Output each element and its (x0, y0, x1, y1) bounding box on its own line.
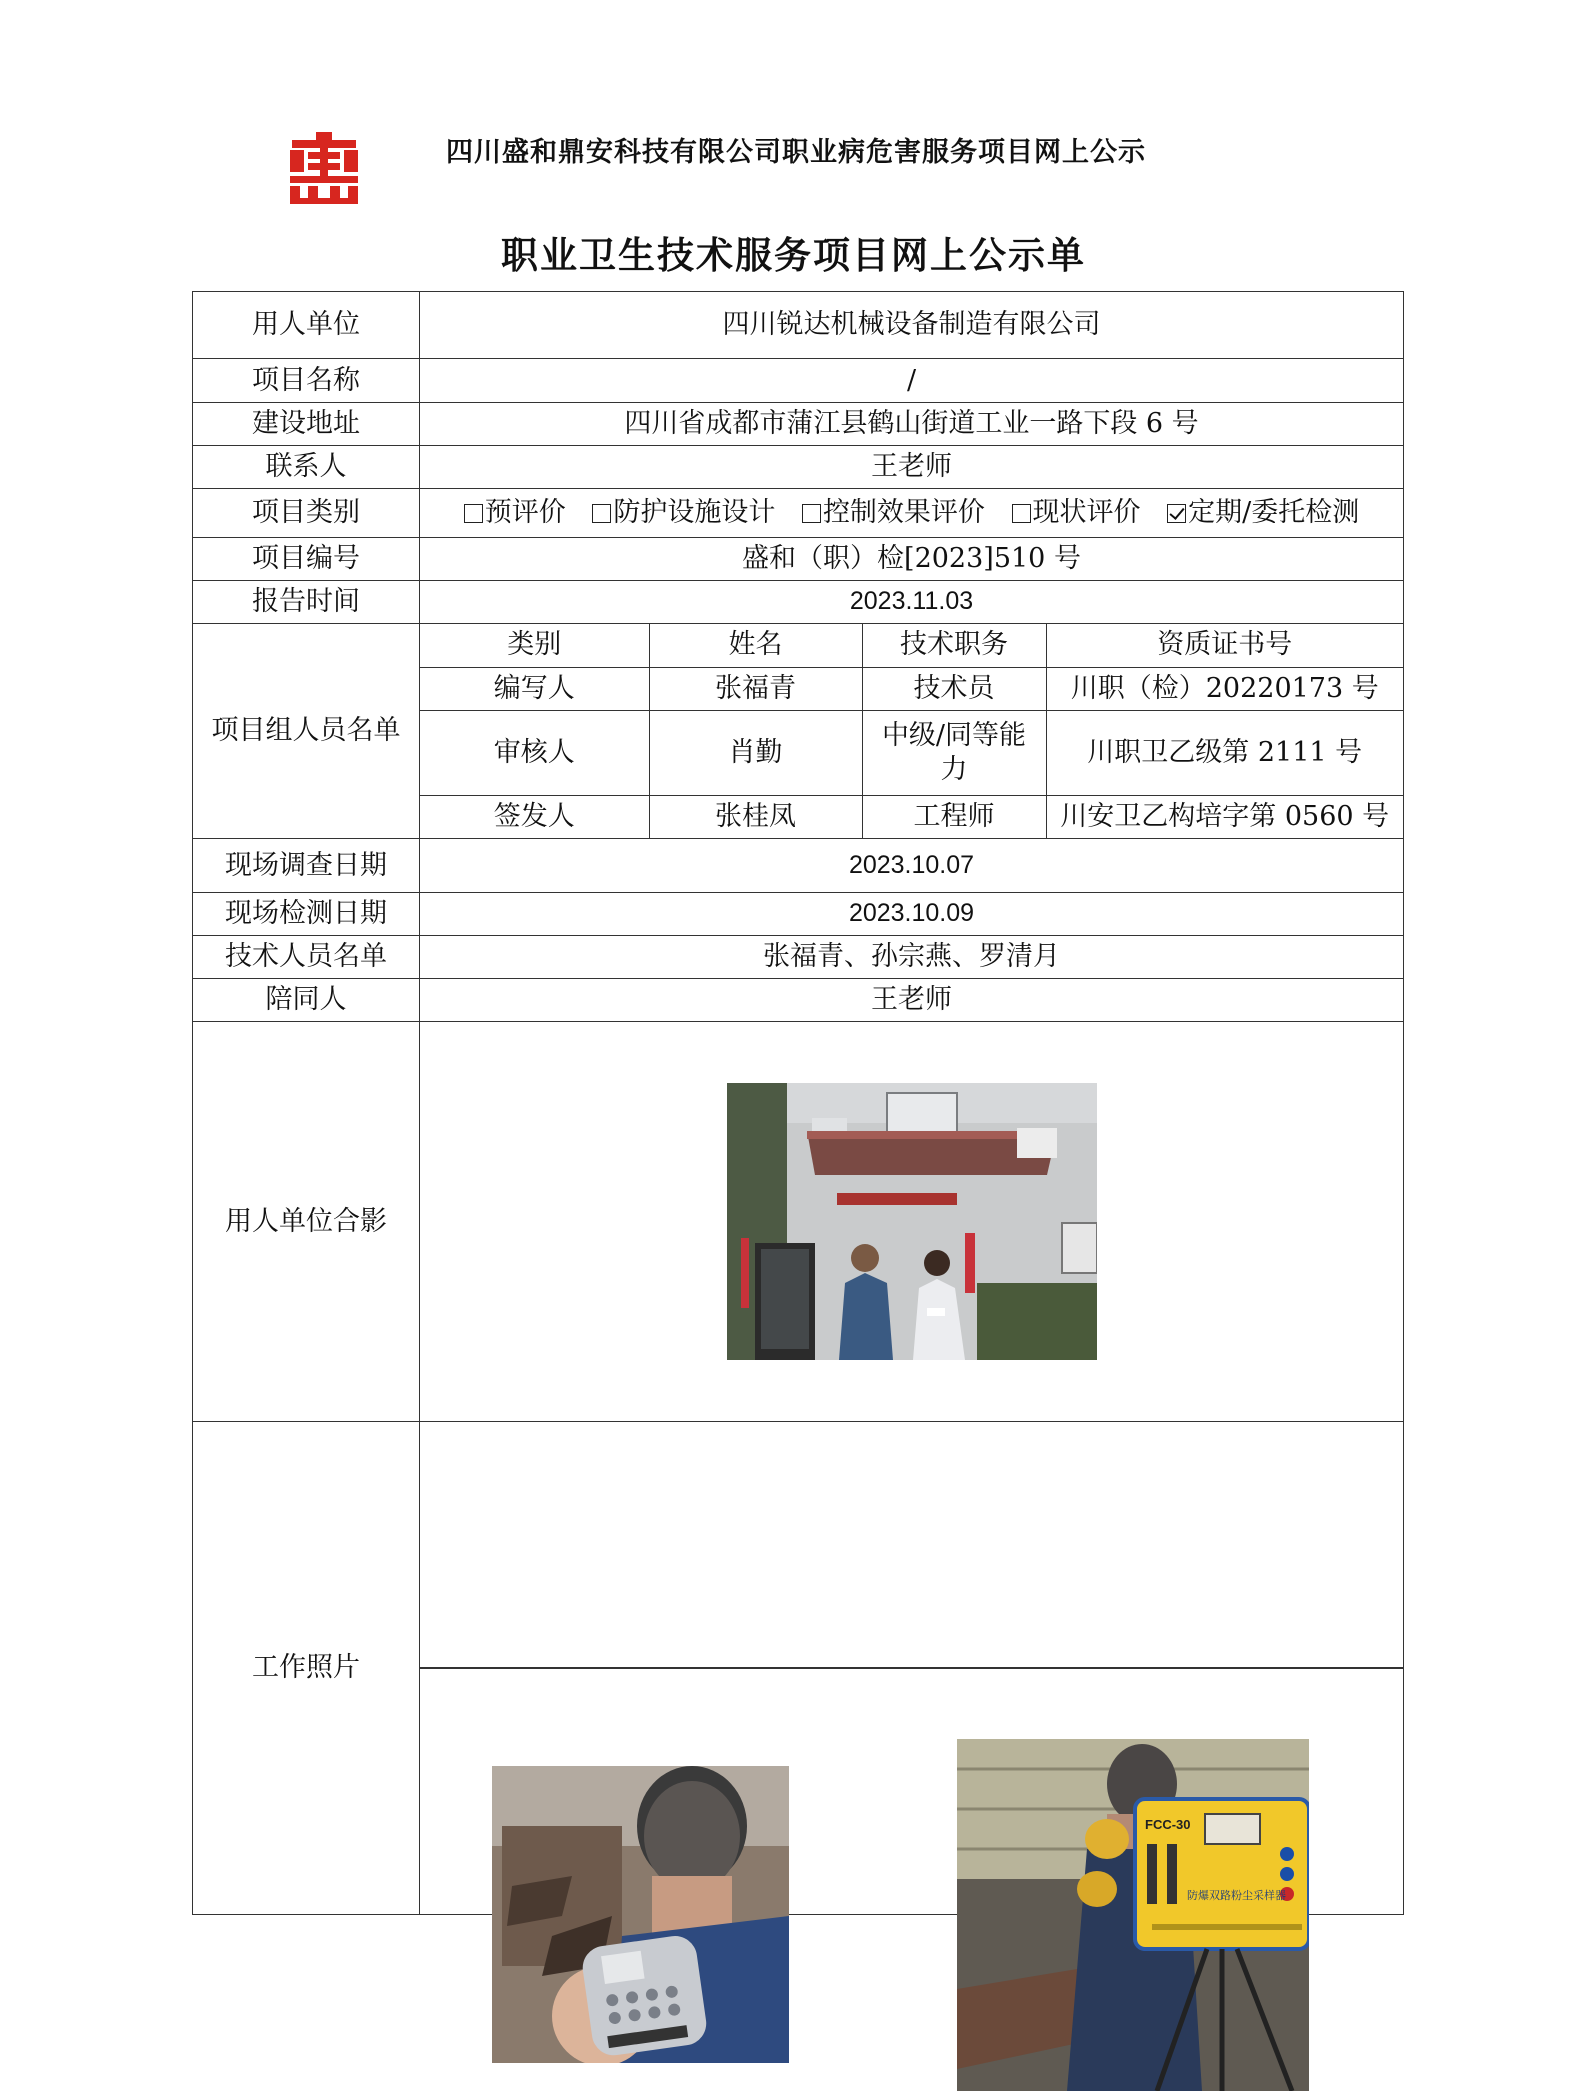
company-logo (286, 130, 362, 206)
work-photo-noise-meter (492, 1766, 789, 2063)
member-role: 审核人 (420, 710, 649, 795)
table-row (420, 795, 1403, 838)
member-cert: 川职（检）20220173 号 (1046, 667, 1403, 710)
test-date-value: 2023.10.09 (420, 893, 1404, 936)
checkbox-icon (464, 504, 483, 523)
group-photo-label: 用人单位合影 (193, 1022, 420, 1422)
work-photo-left-cell (421, 1668, 863, 1669)
work-photos-cell (420, 1422, 1404, 1915)
table-row (420, 667, 1403, 710)
page-header (0, 118, 1587, 218)
checkbox-icon (1012, 504, 1031, 523)
address-label: 建设地址 (193, 403, 420, 446)
sampler-name-text: 防爆双路粉尘采样器 (1187, 1889, 1286, 1902)
disclosure-form (192, 291, 1404, 1915)
employer-value: 四川锐达机械设备制造有限公司 (420, 292, 1404, 359)
member-name: 肖勤 (649, 710, 862, 795)
member-title: 技术员 (862, 667, 1046, 710)
technicians-label: 技术人员名单 (193, 936, 420, 979)
survey-date-value: 2023.10.07 (420, 839, 1404, 893)
project-no-label: 项目编号 (193, 538, 420, 581)
technicians-value: 张福青、孙宗燕、罗清月 (420, 936, 1404, 979)
category-option: 预评价 (464, 497, 566, 528)
category-option: 防护设施设计 (592, 497, 775, 528)
category-option: 现状评价 (1012, 497, 1141, 528)
work-photo-right-cell (863, 1668, 1403, 1902)
survey-date-label: 现场调查日期 (193, 839, 420, 893)
contact-label: 联系人 (193, 446, 420, 489)
category-label: 项目类别 (193, 489, 420, 538)
group-photo-cell (420, 1022, 1404, 1422)
checkbox-icon (592, 504, 611, 523)
team-header-name: 姓名 (649, 624, 862, 667)
team-label: 项目组人员名单 (193, 624, 420, 839)
member-role: 编写人 (420, 667, 649, 710)
member-role: 签发人 (420, 795, 649, 838)
member-name: 张桂凤 (649, 795, 862, 838)
project-no-value: 盛和（职）检[2023]510 号 (420, 538, 1404, 581)
work-photos-split (420, 1667, 1403, 1902)
report-time-value: 2023.11.03 (420, 581, 1404, 624)
team-header-title: 技术职务 (862, 624, 1046, 667)
member-cert: 川职卫乙级第 2111 号 (1046, 710, 1403, 795)
category-options (420, 489, 1404, 538)
address-value: 四川省成都市蒲江县鹤山街道工业一路下段 6 号 (420, 403, 1404, 446)
team-header-cert: 资质证书号 (1046, 624, 1403, 667)
checkbox-icon (802, 504, 821, 523)
project-name-label: 项目名称 (193, 359, 420, 403)
contact-value: 王老师 (420, 446, 1404, 489)
report-time-label: 报告时间 (193, 581, 420, 624)
team-table (420, 624, 1403, 838)
member-title: 中级/同等能力 (862, 710, 1046, 795)
employer-label: 用人单位 (193, 292, 420, 359)
table-row (420, 710, 1403, 795)
team-header-role: 类别 (420, 624, 649, 667)
project-name-value: / (420, 359, 1404, 403)
team-table-cell (420, 624, 1404, 839)
test-date-label: 现场检测日期 (193, 893, 420, 936)
work-photo-dust-sampler (957, 1739, 1309, 2091)
member-cert: 川安卫乙构培字第 0560 号 (1060, 800, 1390, 832)
category-option: 控制效果评价 (802, 497, 985, 528)
escort-value: 王老师 (420, 979, 1404, 1022)
company-title: 四川盛和鼎安科技有限公司职业病危害服务项目网上公示 (446, 137, 1146, 168)
escort-label: 陪同人 (193, 979, 420, 1022)
checkbox-checked-icon (1167, 504, 1186, 523)
document-title: 职业卫生技术服务项目网上公示单 (501, 233, 1086, 277)
category-option: 定期/委托检测 (1167, 497, 1359, 528)
sampler-model-text: FCC-30 (1145, 1817, 1191, 1832)
member-title: 工程师 (862, 795, 1046, 838)
member-name: 张福青 (649, 667, 862, 710)
work-photos-label: 工作照片 (193, 1422, 420, 1915)
group-photo-image (727, 1083, 1097, 1360)
